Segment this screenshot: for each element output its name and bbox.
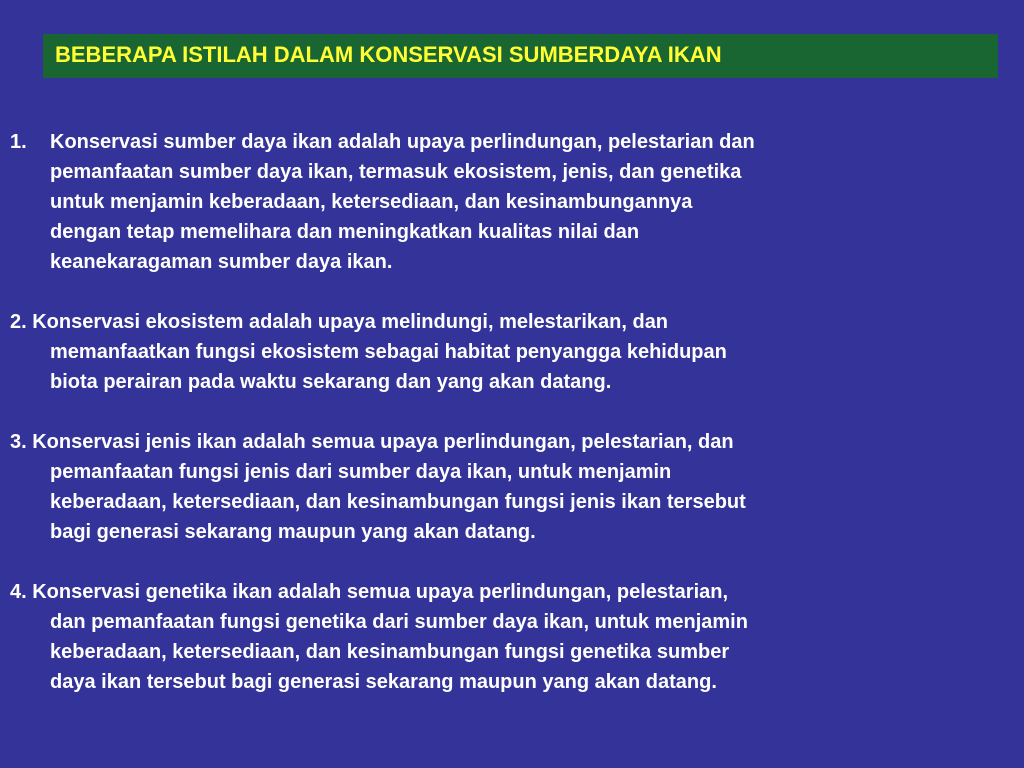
item-line: bagi generasi sekarang maupun yang akan datang. [50, 521, 536, 543]
item-line: memanfaatkan fungsi ekosistem sebagai habitat penyangga kehidupan [50, 341, 727, 363]
item-line: dengan tetap memelihara dan meningkatkan kualitas nilai dan [50, 221, 640, 243]
item-line: keanekaragaman sumber daya ikan. [50, 251, 393, 273]
item-line: keberadaan, ketersediaan, dan kesinambungan fungsi genetika sumber [50, 641, 730, 663]
item-line: 2. Konservasi ekosistem adalah upaya melindungi, melestarikan, dan [10, 311, 669, 333]
slide-title: BEBERAPA ISTILAH DALAM KONSERVASI SUMBERDAYA IKAN [55, 42, 722, 67]
item-line: dan pemanfaatan fungsi genetika dari sumber daya ikan, untuk menjamin [50, 611, 748, 633]
item-line: daya ikan tersebut bagi generasi sekarang maupun yang akan datang. [50, 671, 717, 693]
item-line: keberadaan, ketersediaan, dan kesinambungan fungsi jenis ikan tersebut [50, 491, 746, 513]
item-line: Konservasi sumber daya ikan adalah upaya perlindungan, pelestarian dan [50, 131, 755, 153]
item-line: pemanfaatan fungsi jenis dari sumber daya ikan, untuk menjamin [50, 461, 672, 483]
item-line: biota perairan pada waktu sekarang dan yang akan datang. [50, 371, 612, 393]
item-line: pemanfaatan sumber daya ikan, termasuk ekosistem, jenis, dan genetika [50, 161, 742, 183]
item-line: 4. Konservasi genetika ikan adalah semua upaya perlindungan, pelestarian, [10, 581, 729, 603]
list-item [10, 427, 1000, 547]
item-line: untuk menjamin keberadaan, ketersediaan, dan kesinambungannya [50, 191, 693, 213]
item-line: 3. Konservasi jenis ikan adalah semua upaya perlindungan, pelestarian, dan [10, 431, 734, 453]
definitions-list [10, 127, 1000, 727]
list-item [10, 577, 1000, 697]
item-number: 1. [10, 131, 27, 153]
list-item [10, 127, 1000, 277]
list-item [10, 307, 1000, 397]
title-bar [43, 34, 998, 78]
